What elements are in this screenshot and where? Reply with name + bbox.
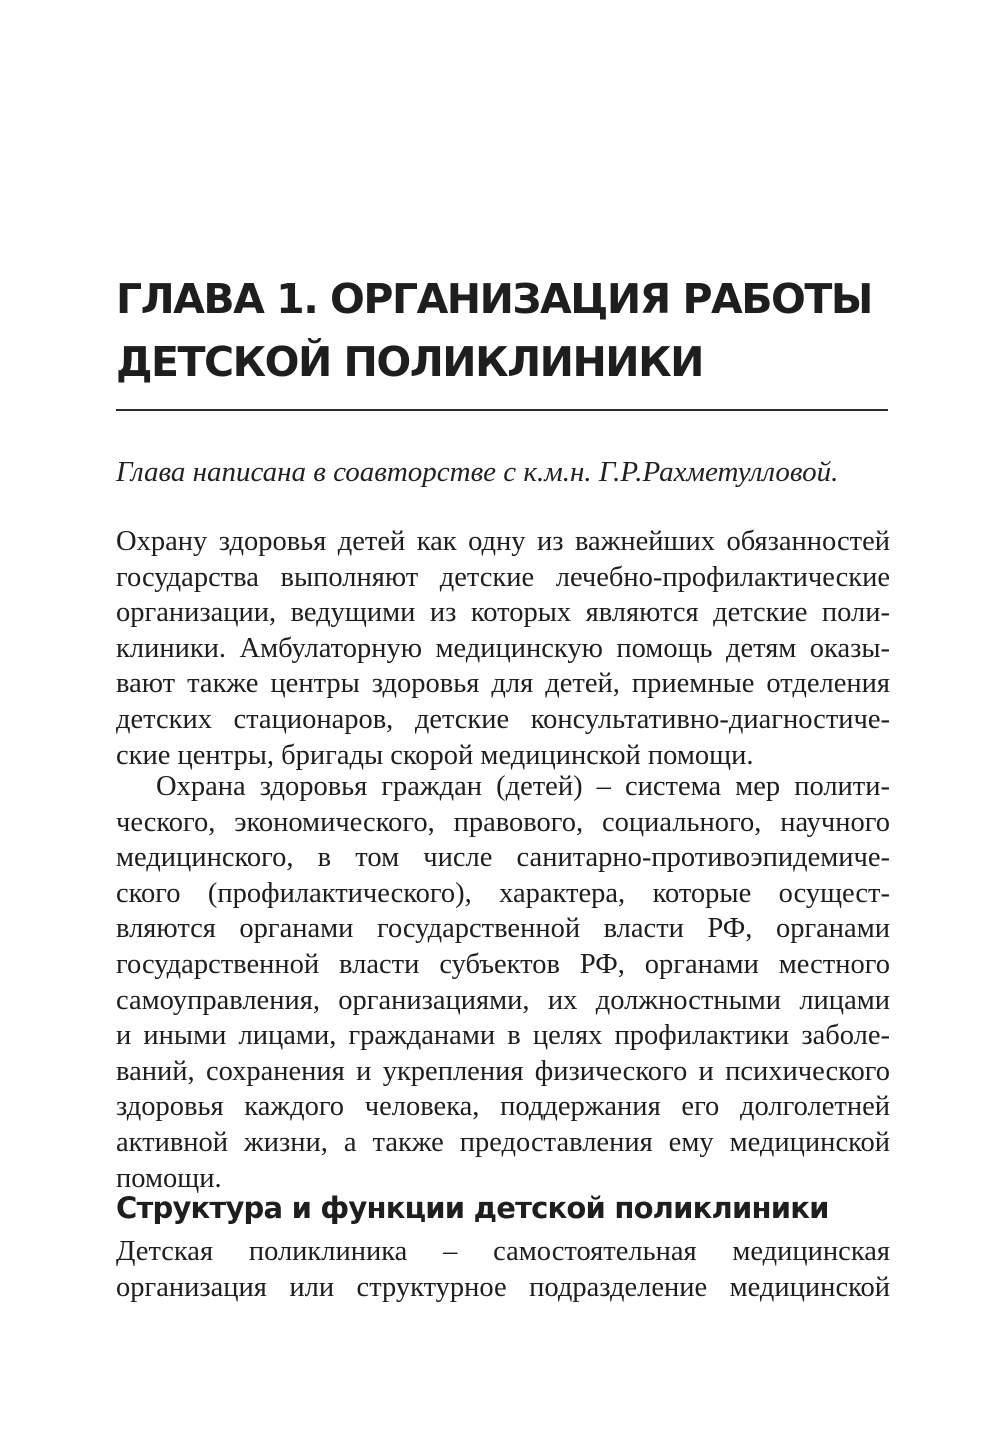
paragraph-line: ские центры, бригады скорой медицинской помощи. bbox=[116, 739, 754, 771]
paragraph-line: и иными лицами, гражданами в целях профилактики заболе- bbox=[116, 1020, 890, 1052]
section-heading: Структура и функции детской поликлиники bbox=[116, 1191, 829, 1225]
book-page bbox=[116, 0, 890, 1435]
paragraph-2 bbox=[116, 769, 890, 1196]
paragraph-line: ского (профилактического), характера, которые осущест- bbox=[116, 877, 890, 909]
paragraph-line: вают также центры здоровья для детей, приемные отделения bbox=[116, 668, 890, 700]
paragraph-line: активной жизни, а также предоставления ему медицинской bbox=[116, 1126, 890, 1158]
chapter-title-line-1: ГЛАВА 1. ОРГАНИЗАЦИЯ РАБОТЫ bbox=[116, 275, 872, 323]
paragraph-line: ческого, экономического, правового, социального, научного bbox=[116, 806, 890, 838]
paragraph-line: детских стационаров, детские консультативно-диагностиче- bbox=[116, 703, 890, 735]
chapter-title bbox=[116, 268, 890, 394]
paragraph-1 bbox=[116, 524, 890, 773]
paragraph-line: вляются органами государственной власти РФ, органами bbox=[116, 913, 890, 945]
paragraph-line: здоровья каждого человека, поддержания его долголетней bbox=[116, 1091, 890, 1123]
paragraph-line: Охрану здоровья детей как одну из важнейших обязанностей bbox=[116, 526, 890, 557]
paragraph-line: ваний, сохранения и укрепления физического и психического bbox=[116, 1055, 890, 1087]
chapter-authorship-note: Глава написана в соавторстве с к.м.н. Г.Р.Рахметулловой. bbox=[116, 456, 839, 488]
paragraph-line: самоуправления, организациями, их должностными лицами bbox=[116, 984, 890, 1016]
paragraph-line: Охрана здоровья граждан (детей) – система мер полити- bbox=[156, 771, 890, 802]
paragraph-line: организация или структурное подразделение медицинской bbox=[116, 1271, 890, 1303]
paragraph-line: государства выполняют детские лечебно-профилактические bbox=[116, 561, 890, 593]
paragraph-3 bbox=[116, 1234, 890, 1305]
title-divider bbox=[116, 409, 888, 411]
paragraph-line: медицинского, в том числе санитарно-противоэпидемиче- bbox=[116, 842, 890, 874]
paragraph-line: клиники. Амбулаторную медицинскую помощь детям оказы- bbox=[116, 632, 890, 664]
chapter-title-line-2: ДЕТСКОЙ ПОЛИКЛИНИКИ bbox=[116, 338, 703, 386]
paragraph-line: Детская поликлиника – самостоятельная медицинская bbox=[116, 1236, 890, 1267]
paragraph-line: помощи. bbox=[116, 1162, 222, 1194]
paragraph-line: государственной власти субъектов РФ, органами местного bbox=[116, 948, 890, 980]
paragraph-line: организации, ведущими из которых являются детские поли- bbox=[116, 597, 890, 629]
